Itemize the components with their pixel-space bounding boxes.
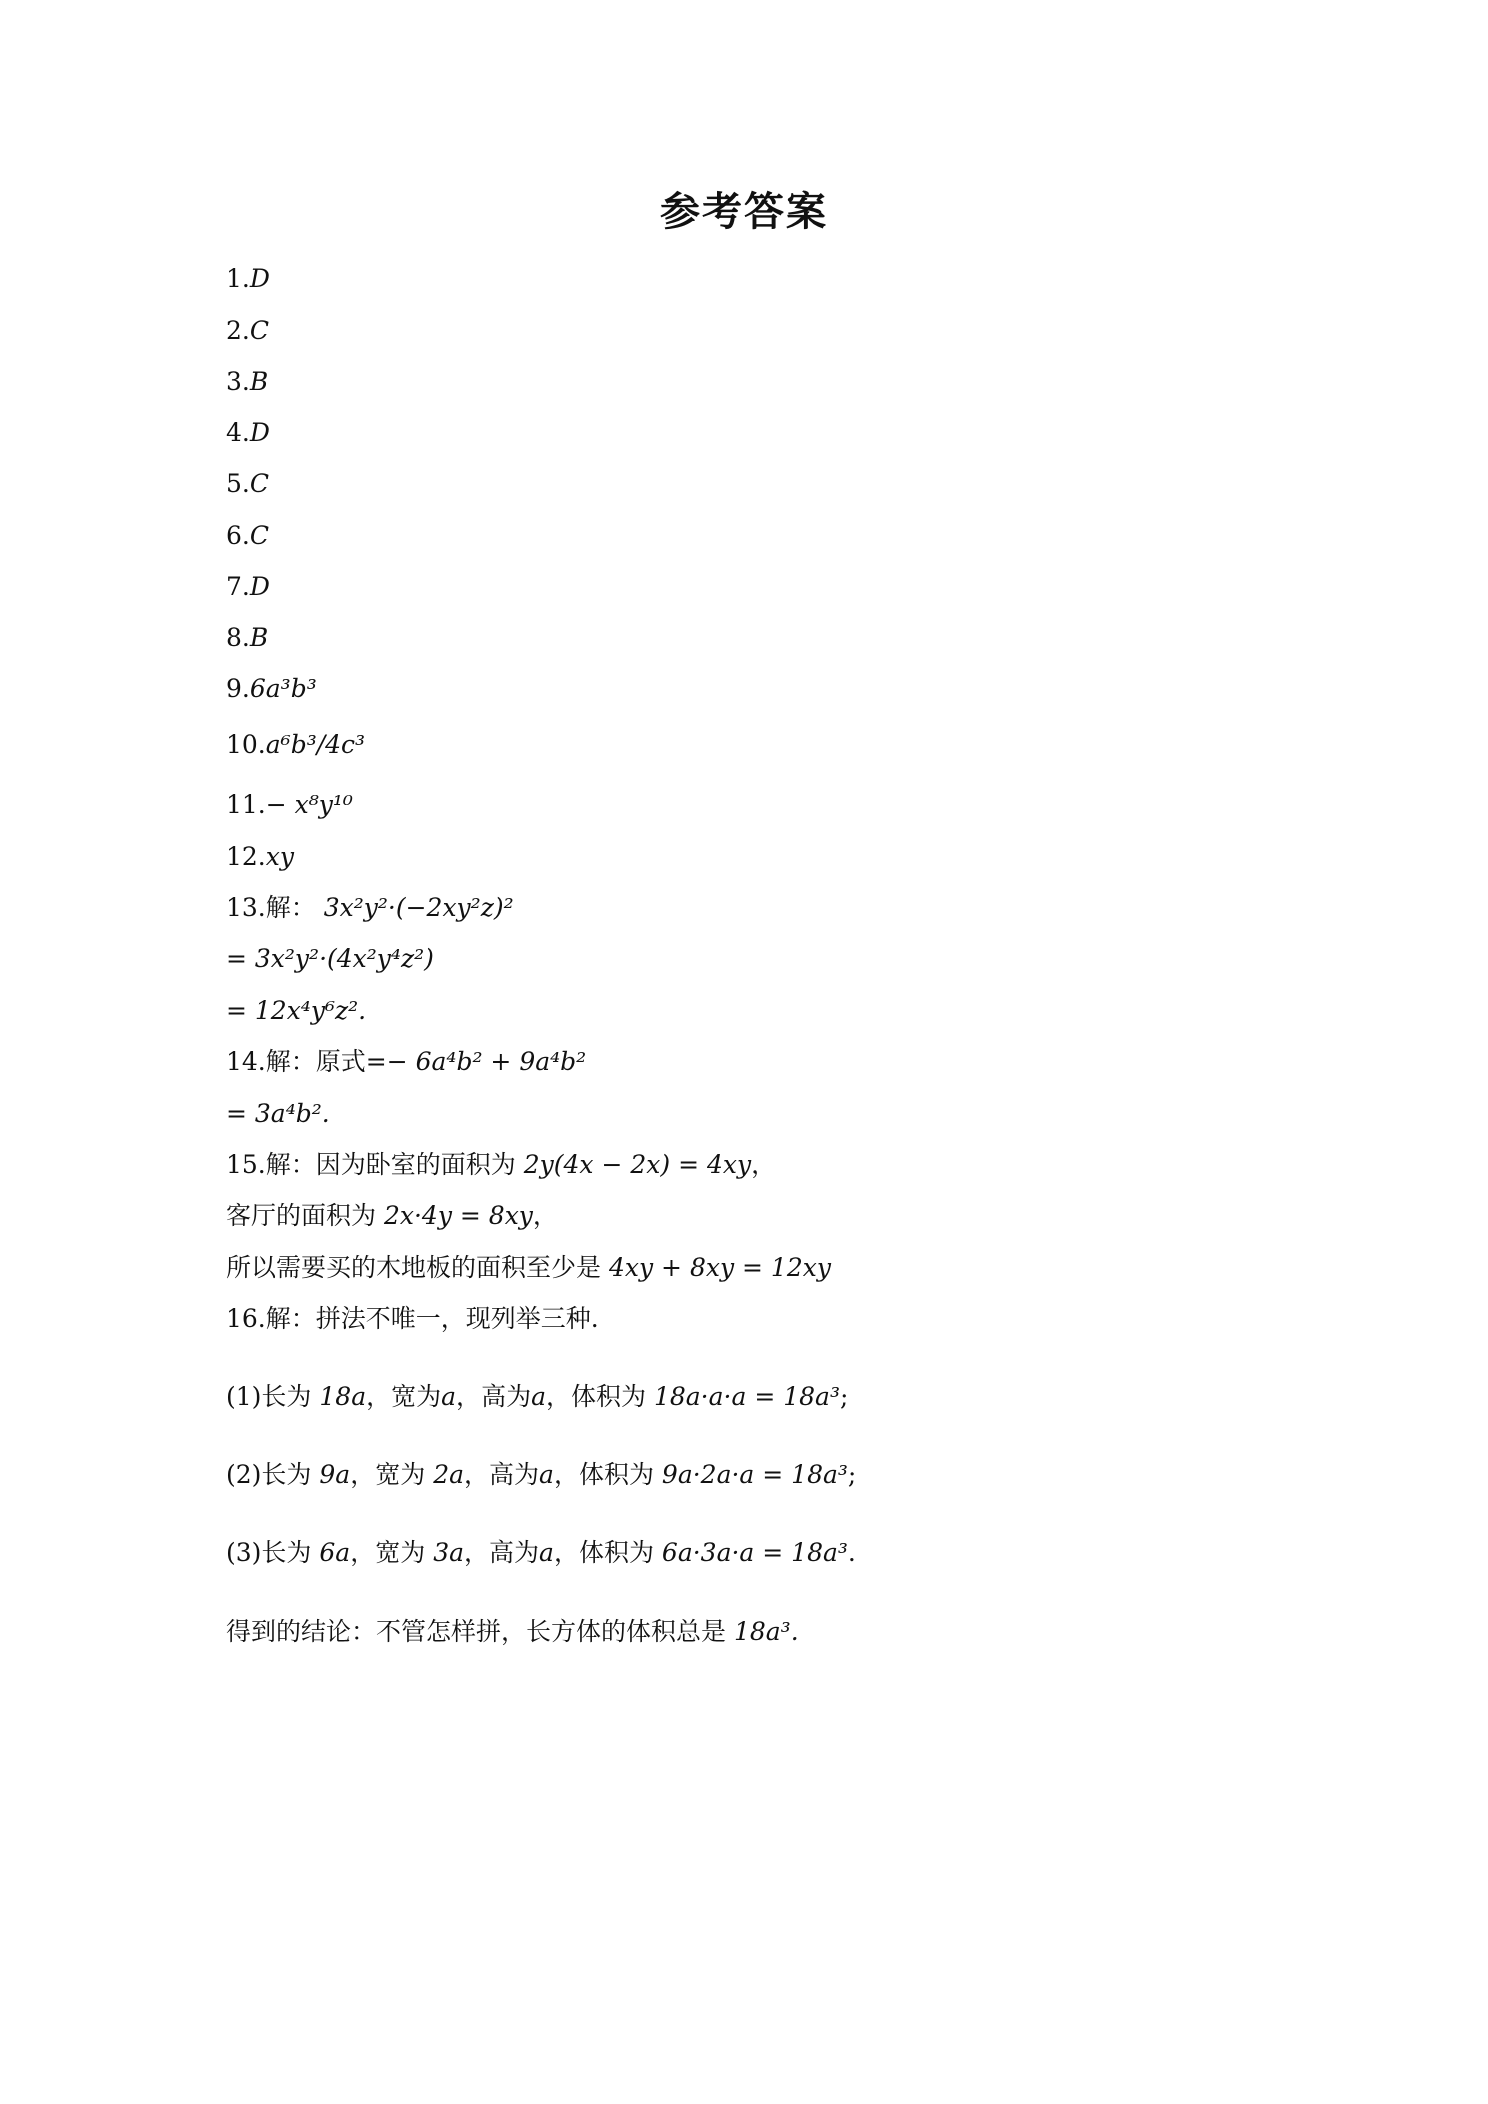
answer-15: 15.解：因为卧室的面积为 2y(4x − 2x) = 4xy，: [226, 1150, 777, 1179]
math-expression: 4xy + 8xy = 12xy: [608, 1253, 831, 1282]
answer-8: [226, 621, 268, 655]
math-expression: =− 6a⁴b² + 9a⁴b²: [365, 1047, 587, 1076]
answer-12: [226, 840, 294, 874]
math-expression: 2y(4x − 2x) = 4xy: [523, 1150, 752, 1179]
word-length: 长为: [261, 1538, 312, 1567]
answer-text: 所以需要买的木地板的面积至少是: [226, 1253, 602, 1282]
answer-value: C: [249, 469, 269, 498]
answer-text: 拼法不唯一，现列举三种.: [315, 1304, 599, 1333]
answer-9: [226, 672, 317, 706]
word-length: 长为: [261, 1382, 312, 1411]
answer-number: 7.: [226, 572, 250, 601]
answer-16-case-2: (2)长为 9a，宽为 2a，高为a，体积为 9a·2a·a = 18a³;: [226, 1460, 857, 1489]
answer-label: 15.解：: [226, 1150, 316, 1179]
answer-text: 客厅的面积为: [226, 1201, 377, 1230]
math-expression: 18a·a·a = 18a³: [653, 1382, 840, 1411]
answer-value: 6a³b³: [249, 674, 317, 703]
math-expression: a: [531, 1382, 546, 1411]
math-expression: a: [441, 1382, 457, 1411]
answer-value: C: [249, 521, 269, 550]
math-expression: 6a: [319, 1538, 351, 1567]
page-title: 参考答案: [660, 189, 828, 235]
answer-6: [226, 519, 269, 553]
case-end: .: [847, 1538, 856, 1567]
case-end: ;: [847, 1460, 857, 1489]
answer-16-conclusion: [226, 1615, 799, 1649]
case-tag: (3): [226, 1538, 262, 1567]
math-expression: 3a: [433, 1538, 464, 1567]
word-volume: 体积为: [571, 1382, 647, 1411]
answer-16-case-3: (3)长为 6a，宽为 3a，高为a，体积为 6a·3a·a = 18a³.: [226, 1538, 856, 1567]
math-expression: 6a·3a·a = 18a³: [661, 1538, 848, 1567]
math-expression: 2x·4y = 8xy: [383, 1201, 533, 1230]
answer-number: 2.: [226, 316, 250, 345]
answer-number: 5.: [226, 469, 250, 498]
answer-14: [226, 1045, 586, 1079]
word-length: 长为: [261, 1460, 312, 1489]
answer-2: [226, 314, 269, 348]
answer-15-line-3: [226, 1251, 831, 1285]
answer-label: 14.解：: [226, 1047, 316, 1076]
word-width: 宽为: [391, 1382, 442, 1411]
case-end: ;: [839, 1382, 849, 1411]
word-width: 宽为: [375, 1460, 426, 1489]
answer-number: 9.: [226, 674, 250, 703]
answer-value: D: [249, 572, 270, 601]
answer-value: D: [249, 264, 270, 293]
answer-16-case-1: (1)长为 18a，宽为a，高为a，体积为 18a·a·a = 18a³;: [226, 1382, 849, 1411]
answer-14-step-1: = 3a⁴b².: [226, 1099, 330, 1128]
answer-value: D: [249, 418, 270, 447]
answer-5: [226, 467, 269, 501]
answer-number: 11.: [226, 790, 266, 819]
answer-number: 8.: [226, 623, 250, 652]
answer-number: 6.: [226, 521, 250, 550]
answer-text: 因为卧室的面积为: [315, 1150, 516, 1179]
answer-number: 10.: [226, 730, 266, 759]
answer-label: 13.解：: [226, 893, 316, 922]
answer-label: 16.解：: [226, 1304, 316, 1333]
answer-13: [226, 891, 514, 925]
word-height: 高为: [481, 1382, 532, 1411]
answer-value: B: [249, 367, 269, 396]
case-tag: (1): [226, 1382, 262, 1411]
math-expression: 9a·2a·a = 18a³: [661, 1460, 848, 1489]
answer-value: C: [249, 316, 269, 345]
answer-value: a⁶b³/4c³: [265, 730, 366, 759]
answer-13-step-1: = 3x²y²·(4x²y⁴z²): [226, 944, 434, 973]
answer-text: 得到的结论：不管怎样拼，长方体的体积总是: [226, 1617, 727, 1646]
math-expression: a: [539, 1460, 554, 1489]
answer-value: xy: [265, 842, 294, 871]
math-expression: 18a: [319, 1382, 367, 1411]
answer-16: [226, 1302, 599, 1336]
answer-number: 12.: [226, 842, 266, 871]
answer-number: 3.: [226, 367, 250, 396]
case-tag: (2): [226, 1460, 262, 1489]
math-expression: 2a: [433, 1460, 464, 1489]
word-height: 高为: [489, 1538, 540, 1567]
answer-value: B: [249, 623, 269, 652]
answer-1: [226, 262, 270, 296]
math-expression: 3x²y²·(−2xy²z)²: [323, 893, 514, 922]
answer-value: − x⁸y¹⁰: [265, 790, 353, 819]
answer-7: [226, 570, 270, 604]
word-width: 宽为: [375, 1538, 426, 1567]
word-volume: 体积为: [578, 1460, 654, 1489]
answer-15-line-2: 客厅的面积为 2x·4y = 8xy，: [226, 1201, 558, 1230]
math-expression: 9a: [319, 1460, 351, 1489]
answer-4: [226, 416, 270, 450]
math-expression: a: [539, 1538, 554, 1567]
answer-number: 1.: [226, 264, 250, 293]
answer-3: [226, 365, 268, 399]
math-expression: 18a³.: [733, 1617, 799, 1646]
word-volume: 体积为: [578, 1538, 654, 1567]
answer-11: [226, 788, 353, 822]
answer-text: 原式: [315, 1047, 366, 1076]
answer-10: [226, 728, 365, 762]
answer-number: 4.: [226, 418, 250, 447]
word-height: 高为: [489, 1460, 540, 1489]
answer-13-step-2: = 12x⁴y⁶z².: [226, 996, 367, 1025]
